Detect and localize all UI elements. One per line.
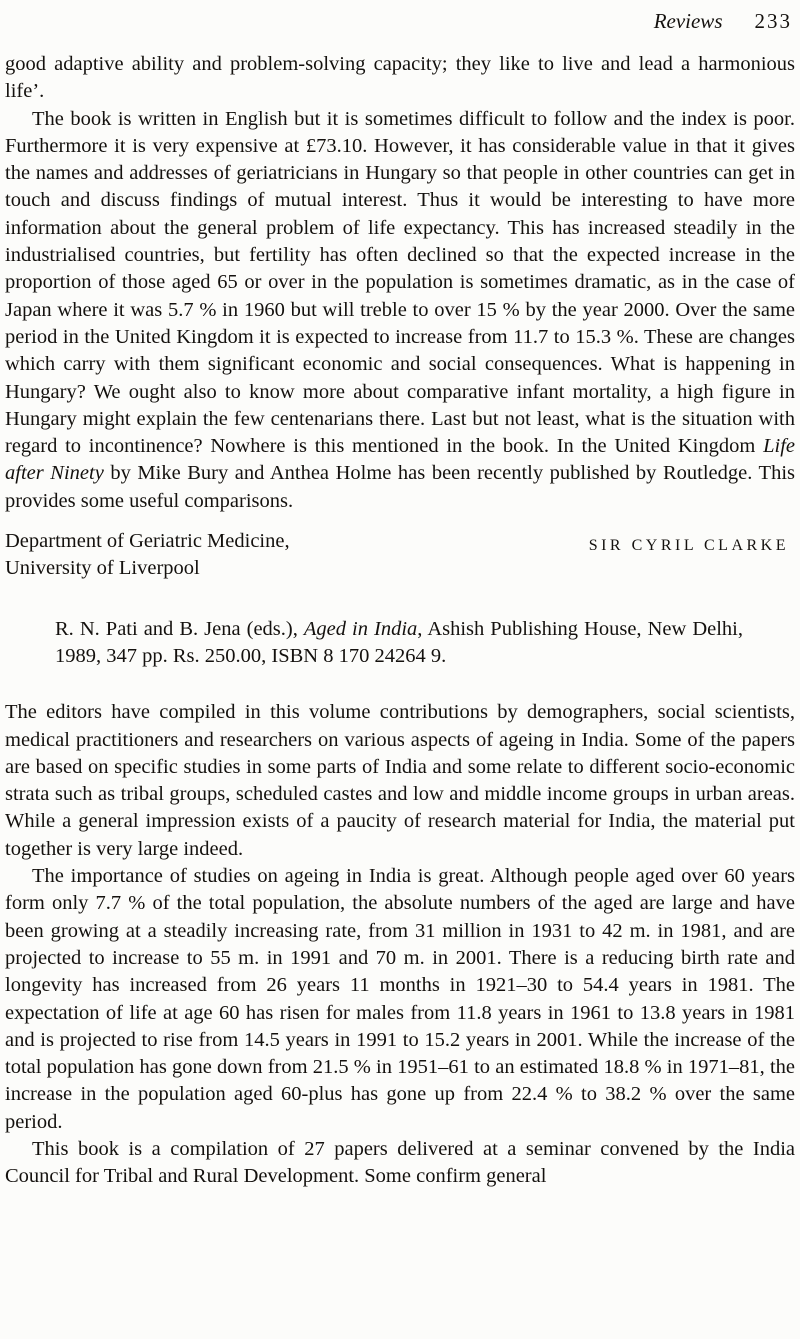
- running-head: Reviews: [653, 9, 723, 33]
- page-number: 233: [754, 9, 792, 33]
- review2-paragraph-2: The importance of studies on ageing in India is great. Although people aged over 60 years form only 7.7 % of the total population, the absolute numbers of the aged are large and have been growing at a steadily increasing rate, from 31 million in 1931 to 42 m. in 1981, and are projected to increase to 55 m. in 1991 and 70 m. in 2001. There is a reducing birth rate and longevity has increased from 26 years 11 months in 1921–30 to 54.4 years in 1981. The expectation of life at age 60 has risen for males from 11.8 years in 1961 to 13.8 years in 1981 and is projected to rise from 14.5 years in 1991 to 15.2 years in 2001. While the increase of the total population has gone down from 21.5 % in 1951–61 to an estimated 18.8 % in 1971–81, the increase in the population aged 60-plus has gone up from 22.4 % to 38.2 % over the same period.: [5, 865, 795, 1133]
- affiliation-line-1: Department of Geriatric Medicine,: [5, 530, 290, 553]
- review2-paragraph-1: The editors have compiled in this volume contributions by demographers, social scientists, medical practitioners and researchers on various aspects of ageing in India. Some of the papers are based on specific studies in some parts of India and some relate to different socio-economic strata such as tribal groups, scheduled castes and low and middle income groups in urban areas. While a general impression exists of a paucity of research material for India, the material put together is very large indeed.: [5, 701, 795, 860]
- review1-main-paragraph: The book is written in English but it is sometimes difficult to follow and the index is poor. Furthermore it is very expensive at £73.10. However, it has considerable value in that it gives the names and addresses of geriatricians in Hungary so that people in other countries can get in touch and discuss findings of mutual interest. Thus it would be interesting to have more information about the general problem of life expectancy. This has increased steadily in the industrialised countries, but fertility has often declined so that the expected increase in the proportion of those aged 65 or over in the population is sometimes dramatic, as in the case of Japan where it was 5.7 % in 1960 but will treble to over 15 % by the year 2000. Over the same period in the United Kingdom it is expected to increase from 11.7 to 15.3 %. These are changes which carry with them significant economic and social consequences. What is happening in Hungary? We ought also to know more about comparative infant mortality, a high figure in Hungary might explain the few centenarians there. Last but not least, what is the situation with regard to incontinence? Nowhere is this mentioned in the book. In the United Kingdom Life after Ninety by Mike Bury and Anthea Holme has been recently published by Routledge. This provides some useful comparisons.: [5, 107, 796, 512]
- page-header: [5, 8, 795, 35]
- book-citation: R. N. Pati and B. Jena (eds.), Aged in India, Ashish Publishing House, New Delhi, 1989, 347 pp. Rs. 250.00, ISBN 8 170 24264 9.: [55, 617, 743, 667]
- affiliation-line-2: University of Liverpool: [5, 557, 200, 580]
- review-text-body: [5, 51, 795, 1191]
- reviewer-affiliation: [5, 528, 290, 583]
- signature-block: [5, 528, 795, 583]
- review2-paragraph-3: This book is a compilation of 27 papers delivered at a seminar convened by the India Council for Tribal and Rural Development. Some confirm general: [5, 1137, 795, 1188]
- reviewer-name: SIR CYRIL CLARKE: [588, 537, 789, 555]
- review1-continuation-paragraph: good adaptive ability and problem-solving capacity; they like to live and lead a harmonious life’.: [5, 53, 795, 103]
